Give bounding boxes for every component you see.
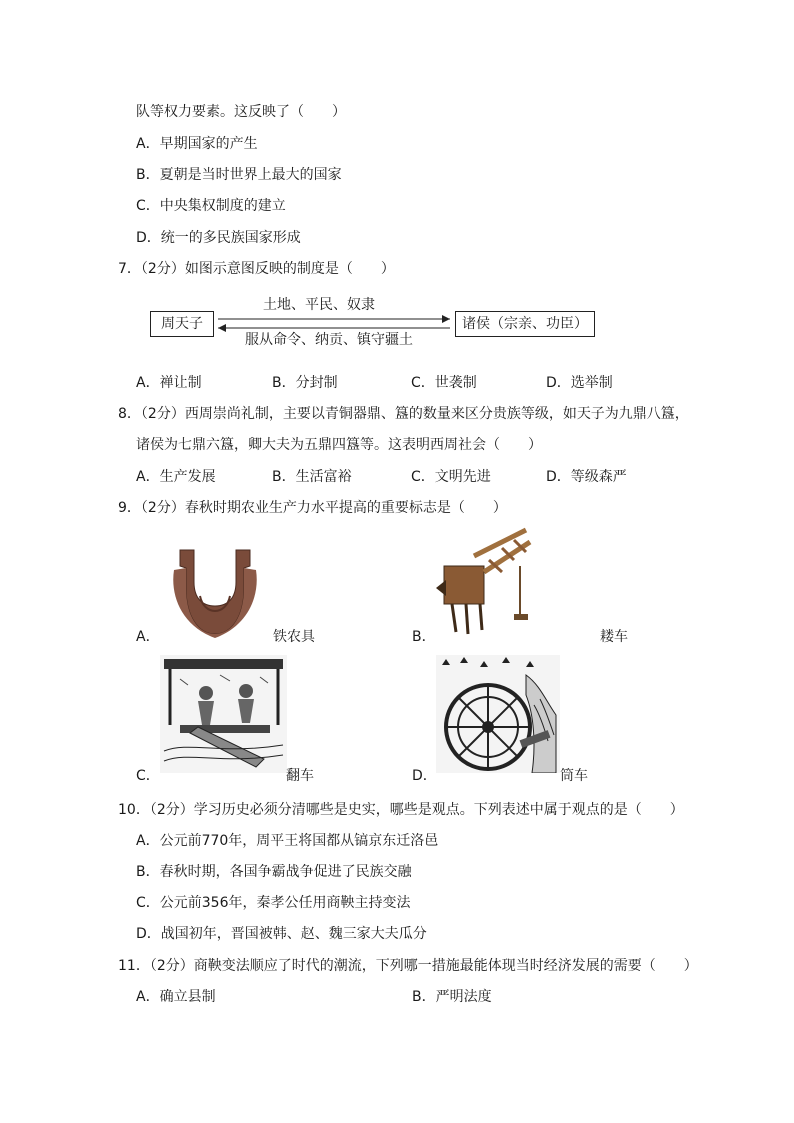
q10-option-b: B．春秋时期，各国争霸战争促进了民族交融 <box>136 864 412 880</box>
q10-option-d: D．战国初年，晋国被韩、赵、魏三家大夫瓜分 <box>136 926 427 942</box>
q9-stem: 9．（2分）春秋时期农业生产力水平提高的重要标志是（ ） <box>118 500 507 516</box>
q9-option-c-caption: 翻车 <box>286 768 314 784</box>
q7-option-a: A．禅让制 <box>136 375 202 391</box>
iron-tool-image <box>160 536 270 640</box>
q9-option-c-letter: C． <box>136 768 160 784</box>
q8-option-c: C．文明先进 <box>411 469 491 485</box>
q10-option-a: A．公元前770年，周平王将国都从镐京东迁洛邑 <box>136 833 439 849</box>
q6-stem: 队等权力要素。这反映了（ ） <box>136 104 346 120</box>
q9-option-a-letter: A． <box>136 629 160 645</box>
seed-drill-image <box>434 526 534 644</box>
q6-option-c: C．中央集权制度的建立 <box>136 198 286 214</box>
q6-option-d: D．统一的多民族国家形成 <box>136 230 301 246</box>
q6-option-a: A．早期国家的产生 <box>136 136 258 152</box>
q9-option-d-letter: D． <box>412 768 437 784</box>
water-wheel-image <box>436 655 560 773</box>
q9-option-d-caption: 筒车 <box>560 768 588 784</box>
q7-stem: 7．（2分）如图示意图反映的制度是（ ） <box>118 261 395 277</box>
q8-stem-line2: 诸侯为七鼎六簋，卿大夫为五鼎四簋等。这表明西周社会（ ） <box>136 437 542 453</box>
q8-option-d: D．等级森严 <box>546 469 627 485</box>
diagram-bottom-label: 服从命令、纳贡、镇守疆土 <box>245 332 413 348</box>
diagram-arrows <box>214 312 454 336</box>
q8-option-b: B．生活富裕 <box>272 469 352 485</box>
q11-stem: 11．（2分）商鞅变法顺应了时代的潮流，下列哪一措施最能体现当时经济发展的需要（ ） <box>118 958 698 974</box>
q9-option-b-caption: 耧车 <box>600 629 628 645</box>
diagram-box-king: 周天子 <box>150 311 214 337</box>
q8-option-a: A．生产发展 <box>136 469 216 485</box>
q6-option-b: B．夏朝是当时世界上最大的国家 <box>136 167 342 183</box>
arrow-right-icon <box>442 315 450 323</box>
q11-option-b: B．严明法度 <box>412 989 492 1005</box>
q7-option-b: B．分封制 <box>272 375 338 391</box>
q11-option-a: A．确立县制 <box>136 989 216 1005</box>
q7-option-d: D．选举制 <box>546 375 613 391</box>
q9-option-a-caption: 铁农具 <box>273 629 315 645</box>
arrow-left-icon <box>218 324 226 332</box>
q8-stem-line1: 8．（2分）西周崇尚礼制，主要以青铜器鼎、簋的数量来区分贵族等级，如天子为九鼎八簋， <box>118 406 689 422</box>
diagram-box-lords: 诸侯（宗亲、功臣） <box>455 311 595 337</box>
diagram-top-label: 土地、平民、奴隶 <box>263 297 375 313</box>
square-pallet-pump-image <box>160 655 287 773</box>
q10-stem: 10．（2分）学习历史必须分清哪些是史实，哪些是观点。下列表述中属于观点的是（ ） <box>118 802 684 818</box>
q7-option-c: C．世袭制 <box>411 375 477 391</box>
q10-option-c: C．公元前356年，秦孝公任用商鞅主持变法 <box>136 895 411 911</box>
q9-option-b-letter: B． <box>412 629 436 645</box>
